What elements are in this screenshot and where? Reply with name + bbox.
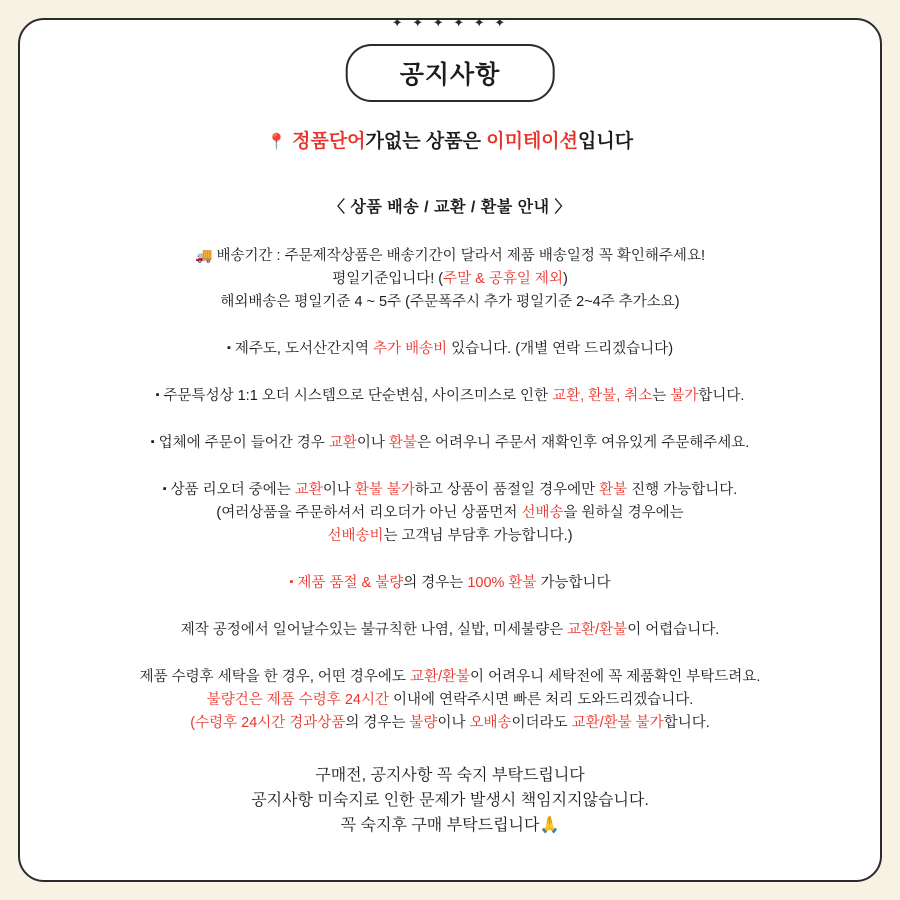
reorder-1-p6: 환불 [599, 481, 628, 498]
item-3-part-4: 환불 [388, 434, 417, 451]
defect-p3: 이 어렵습니다. [627, 621, 720, 638]
wash-line-1 [42, 667, 858, 688]
wash-3-p5: 오배송 [469, 714, 512, 731]
headline-mid: 가없는 상품은 [365, 131, 487, 152]
truck-icon: 🚚 [195, 246, 213, 263]
pray-icon: 🙏 [539, 816, 560, 834]
defect-p1: 제작 공정에서 일어날수있는 불규칙한 나염, 실밥, 미세불량은 [180, 621, 568, 638]
notice-card [18, 15, 882, 882]
page-title: 공지사항 [346, 44, 555, 102]
defect-p2: 교환/환불 [567, 621, 628, 638]
item-3-part-1: 업체에 주문이 들어간 경우 [158, 434, 329, 451]
refund-100-p2: 의 경우는 [403, 574, 468, 591]
bullet-icon: ▪ [226, 341, 231, 354]
closing-line-2: 공지사항 미숙지로 인한 문제가 발생시 책임지지않습니다. [251, 791, 649, 809]
reorder-2-p3: 을 원하실 경우에는 [563, 504, 684, 521]
headline-red-2: 이미테이션 [486, 131, 579, 152]
defect-line [42, 620, 858, 641]
bullet-icon: ▪ [162, 482, 167, 495]
sparkle-decoration: ✦ ✦ ✦ ✦ ✦ ✦ [391, 15, 509, 30]
closing-text-3: 꼭 숙지후 구매 부탁드립니다 [340, 816, 540, 834]
reorder-1-p7: 진행 가능합니다. [627, 481, 738, 498]
wash-1-p3: 이 어려우니 세탁전에 꼭 제품확인 부탁드려요. [470, 668, 761, 685]
wash-3-p4: 이나 [437, 714, 470, 731]
wash-1-p1: 제품 수령후 세탁을 한 경우, 어떤 경우에도 [139, 668, 410, 685]
reorder-1-p4: 환불 불가 [354, 481, 415, 498]
shipping-line-1 [42, 245, 858, 267]
item-3-part-5: 은 어려우니 주문서 재확인후 여유있게 주문해주세요. [416, 434, 750, 451]
wash-line-3 [42, 713, 858, 734]
headline [42, 128, 858, 156]
item-2-part-3: 는 [652, 387, 671, 404]
wash-2-p1: 불량건은 제품 수령후 24시간 [206, 691, 389, 708]
reorder-3-p1: 선배송비 [327, 527, 384, 544]
bullet-icon: ▪ [289, 575, 294, 588]
wash-3-p1: (수령후 24시간 경과상품 [190, 714, 346, 731]
item-2-part-5: 합니다. [698, 387, 745, 404]
notice-content [20, 106, 880, 870]
refund-100-p3: 100% 환불 [467, 574, 537, 591]
item-2-part-4: 불가 [670, 387, 699, 404]
closing-line-3 [42, 814, 858, 839]
reorder-1-p5: 하고 상품이 품절일 경우에만 [414, 481, 600, 498]
wash-3-p7: 교환/환불 불가 [571, 714, 664, 731]
reorder-2-p1: (여러상품을 주문하셔서 리오더가 아닌 상품먼저 [216, 504, 522, 521]
reorder-2-p2: 선배송 [521, 504, 564, 521]
item-1-part-3: 있습니다. (개별 연락 드리겠습니다) [447, 340, 674, 357]
shipping-text-2a: 평일기준입니다! ( [332, 270, 444, 287]
shipping-line-2 [42, 269, 858, 290]
notice-item-2 [42, 386, 858, 407]
refund-100-line [42, 573, 858, 594]
reorder-1-p1: 상품 리오더 중에는 [170, 481, 295, 498]
reorder-line-1 [42, 480, 858, 501]
item-2-part-1: 주문특성상 1:1 오더 시스템으로 단순변심, 사이즈미스로 인한 [163, 387, 553, 404]
shipping-line-3: 해외배송은 평일기준 4 ~ 5주 (주문폭주시 추가 평일기준 2~4주 추가소요) [220, 293, 680, 310]
notice-item-1 [42, 339, 858, 360]
reorder-line-2 [42, 503, 858, 524]
refund-100-p1: 제품 품절 & 불량 [297, 574, 404, 591]
reorder-line-3 [42, 526, 858, 547]
shipping-text-1: 배송기간 : 주문제작상품은 배송기간이 달라서 제품 배송일정 꼭 확인해주세요! [216, 247, 705, 264]
wash-3-p6: 이더라도 [511, 714, 572, 731]
item-2-part-2: 교환, 환불, 취소 [552, 387, 653, 404]
wash-3-p3: 불량 [409, 714, 438, 731]
reorder-1-p2: 교환 [294, 481, 323, 498]
reorder-1-p3: 이나 [322, 481, 355, 498]
bullet-icon: ▪ [155, 388, 160, 401]
item-3-part-2: 교환 [328, 434, 357, 451]
shipping-text-2-red: 주말 & 공휴일 제외 [443, 270, 563, 287]
headline-tail: 입니다 [578, 131, 634, 152]
notice-item-3 [42, 433, 858, 454]
reorder-3-p2: 는 고객님 부담후 가능합니다.) [383, 527, 573, 544]
wash-1-p2: 교환/환불 [409, 668, 471, 685]
closing-line-1: 구매전, 공지사항 꼭 숙지 부탁드립니다 [315, 766, 585, 784]
item-1-part-2: 추가 배송비 [373, 340, 448, 357]
wash-3-p8: 합니다. [663, 714, 710, 731]
refund-100-p4: 가능합니다 [536, 574, 611, 591]
pin-icon: 📍 [266, 134, 287, 151]
wash-2-p2: 이내에 연락주시면 빠른 처리 도와드리겠습니다. [388, 691, 694, 708]
bullet-icon: ▪ [150, 435, 155, 448]
wash-line-2 [42, 690, 858, 711]
item-3-part-3: 이나 [356, 434, 389, 451]
section-title: 〈 상품 배송 / 교환 / 환불 안내 〉 [328, 198, 571, 216]
wash-3-p2: 의 경우는 [345, 714, 410, 731]
headline-red-1: 정품단어 [292, 131, 366, 152]
item-1-part-1: 제주도, 도서산간지역 [234, 340, 374, 357]
shipping-text-2b: ) [562, 270, 568, 287]
